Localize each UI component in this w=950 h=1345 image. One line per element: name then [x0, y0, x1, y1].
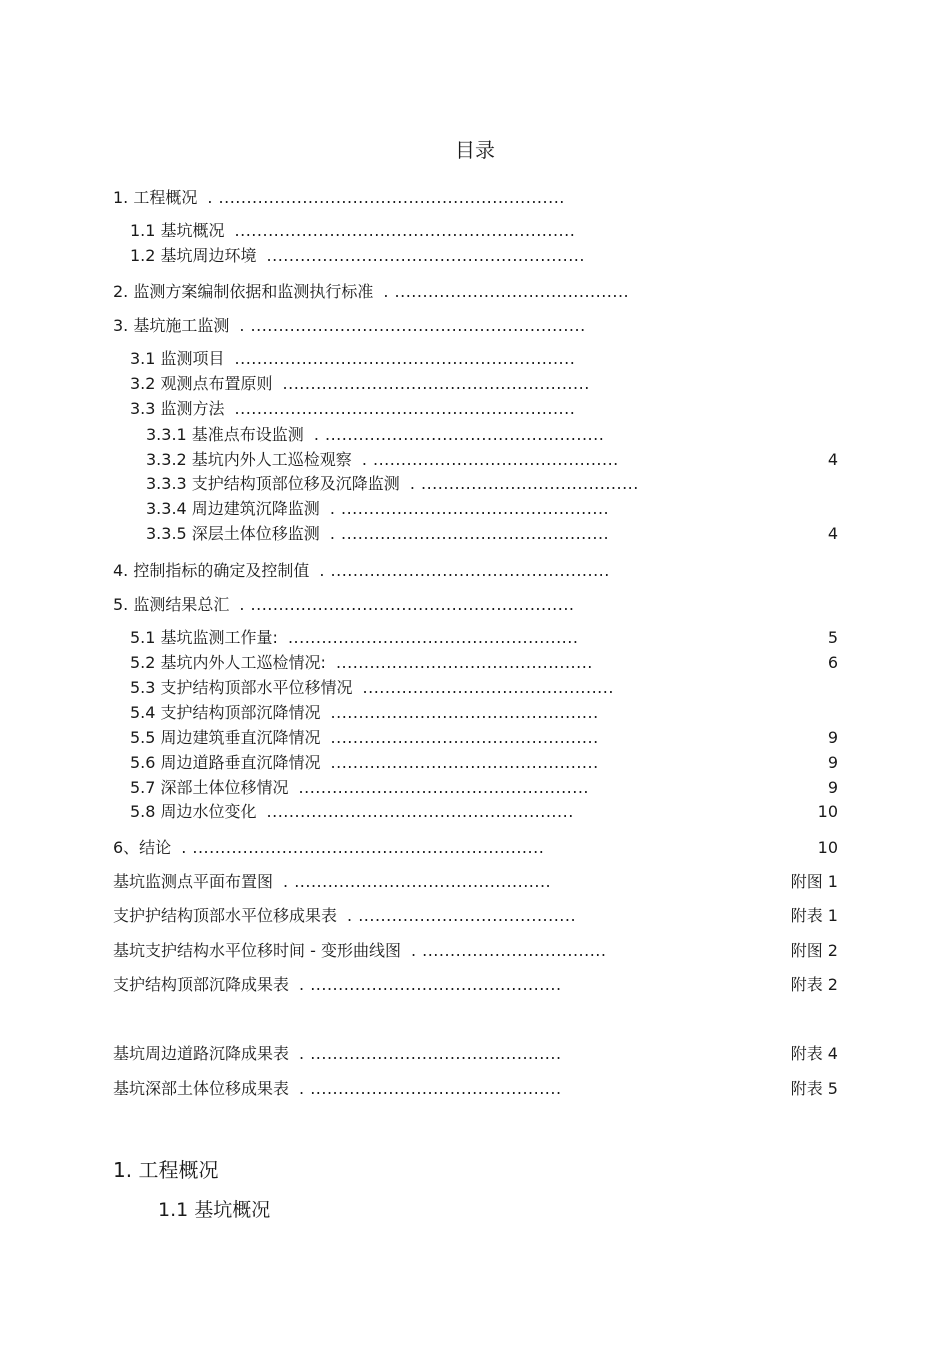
toc-entry[interactable]	[130, 727, 838, 749]
toc-entry[interactable]	[130, 245, 838, 267]
toc-entry-leader: . .............................................	[299, 975, 562, 994]
toc-entry[interactable]	[146, 523, 838, 545]
toc-entry-page: 6	[827, 653, 838, 672]
toc-entry-leader: . ..............................................	[283, 872, 552, 891]
toc-entry-leader: . ............................................................	[239, 316, 586, 335]
toc-entry-label: 5.1 基坑监测工作量:	[130, 628, 278, 647]
toc-entry[interactable]	[130, 752, 838, 774]
toc-entry-label: 3.3.5 深层土体位移监测	[146, 524, 320, 543]
toc-entry-label: 基坑监测点平面布置图	[113, 872, 274, 891]
toc-entry-page: 4	[827, 450, 838, 469]
toc-entry-label: 3.3.4 周边建筑沉降监测	[146, 499, 320, 518]
toc-entry-page: 附表 5	[790, 1079, 838, 1098]
toc-entry-label: 5.6 周边道路垂直沉降情况	[130, 753, 321, 772]
toc-entry-leader: ................................................	[330, 753, 599, 772]
toc-entry[interactable]	[130, 677, 838, 699]
toc-entry-label: 5. 监测结果总汇	[113, 595, 230, 614]
toc-entry-label: 基坑深部土体位移成果表	[113, 1079, 290, 1098]
toc-entry-leader: . .......................................	[347, 906, 577, 925]
toc-entry-label: 3.3 监测方法	[130, 399, 225, 418]
toc-entry-label: 3.3.3 支护结构顶部位移及沉降监测	[146, 474, 400, 493]
toc-entry-label: 1.2 基坑周边环境	[130, 246, 257, 265]
toc-entry-leader: . ................................................	[329, 499, 610, 518]
toc-entry-page: 附图 2	[790, 941, 838, 960]
toc-entry[interactable]	[146, 424, 838, 446]
toc-entry-page: 9	[827, 728, 838, 747]
toc-entry-leader: ....................................................	[287, 628, 579, 647]
toc-entry[interactable]	[113, 315, 838, 337]
toc-entry-leader: . ..........................................	[383, 282, 630, 301]
toc-entry-label: 支护结构顶部沉降成果表	[113, 975, 290, 994]
toc-entry[interactable]	[130, 220, 838, 242]
toc-entry-label: 3. 基坑施工监测	[113, 316, 230, 335]
toc-entry-label: 4. 控制指标的确定及控制值	[113, 561, 310, 580]
toc-entry-leader: .............................................	[362, 678, 614, 697]
toc-entry-leader: . ................................................	[329, 524, 610, 543]
toc-title: 目录	[455, 138, 495, 162]
toc-entry-leader: . ..........................................................	[239, 595, 575, 614]
toc-entry-label: 5.2 基坑内外人工巡检情况:	[130, 653, 326, 672]
toc-entry-page: 9	[827, 778, 838, 797]
toc-entry[interactable]	[130, 652, 838, 674]
toc-entry-page: 4	[827, 524, 838, 543]
toc-entry-page: 5	[827, 628, 838, 647]
toc-entry-leader: .............................................................	[234, 349, 576, 368]
toc-entry[interactable]	[130, 398, 838, 420]
toc-entry[interactable]	[130, 702, 838, 724]
section-heading: 1. 工程概况	[113, 1158, 219, 1182]
toc-entry-leader: .............................................................	[234, 221, 576, 240]
toc-entry[interactable]	[113, 187, 838, 209]
toc-entry[interactable]	[113, 281, 838, 303]
toc-entry-page: 附表 4	[790, 1044, 838, 1063]
toc-entry-leader: . ..............................................................	[207, 188, 565, 207]
subsection-heading: 1.1 基坑概况	[158, 1199, 271, 1221]
toc-entry-leader: ..............................................	[335, 653, 593, 672]
toc-entry[interactable]	[113, 974, 838, 996]
toc-entry-leader: . .................................	[410, 941, 607, 960]
toc-entry[interactable]	[113, 1043, 838, 1065]
toc-entry-label: 3.3.2 基坑内外人工巡检观察	[146, 450, 352, 469]
toc-entry-page: 附表 1	[790, 906, 838, 925]
toc-entry[interactable]	[146, 473, 838, 495]
toc-entry[interactable]	[130, 777, 838, 799]
toc-entry-label: 5.3 支护结构顶部水平位移情况	[130, 678, 353, 697]
toc-entry-label: 5.7 深部土体位移情况	[130, 778, 289, 797]
toc-entry[interactable]	[113, 1078, 838, 1100]
toc-entry-leader: ....................................................	[298, 778, 590, 797]
toc-entry[interactable]	[113, 905, 838, 927]
toc-entry[interactable]	[130, 627, 838, 649]
toc-entry[interactable]	[146, 449, 838, 471]
toc-entry-leader: . ............................................	[361, 450, 619, 469]
toc-entry-label: 支护护结构顶部水平位移成果表	[113, 906, 338, 925]
toc-entry-page: 9	[827, 753, 838, 772]
toc-entry[interactable]	[130, 373, 838, 395]
toc-entry-page: 附图 1	[790, 872, 838, 891]
toc-entry-label: 5.4 支护结构顶部沉降情况	[130, 703, 321, 722]
toc-entry-page: 10	[817, 838, 838, 857]
toc-entry[interactable]	[130, 348, 838, 370]
toc-entry-label: 6、结论	[113, 838, 172, 857]
toc-entry[interactable]	[113, 871, 838, 893]
toc-entry-leader: . .............................................	[299, 1079, 562, 1098]
toc-entry-label: 1. 工程概况	[113, 188, 198, 207]
toc-entry-leader: ................................................	[330, 728, 599, 747]
toc-entry-leader: .............................................................	[234, 399, 576, 418]
toc-entry-page: 10	[817, 802, 838, 821]
toc-entry-label: 3.2 观测点布置原则	[130, 374, 273, 393]
toc-entry[interactable]	[113, 940, 838, 962]
toc-entry[interactable]	[146, 498, 838, 520]
toc-entry[interactable]	[113, 594, 838, 616]
toc-entry-leader: . ..................................................	[319, 561, 610, 580]
toc-entry[interactable]	[113, 837, 838, 859]
toc-entry-label: 基坑支护结构水平位移时间 - 变形曲线图	[113, 941, 401, 960]
toc-entry-leader: . .............................................	[299, 1044, 562, 1063]
toc-entry-leader: . .......................................	[409, 474, 639, 493]
toc-entry-leader: .........................................................	[266, 246, 585, 265]
toc-entry-label: 1.1 基坑概况	[130, 221, 225, 240]
toc-entry[interactable]	[130, 801, 838, 823]
toc-entry-label: 5.8 周边水位变化	[130, 802, 257, 821]
toc-entry[interactable]	[113, 560, 838, 582]
toc-entry-leader: . ..................................................	[313, 425, 605, 444]
toc-entry-label: 基坑周边道路沉降成果表	[113, 1044, 290, 1063]
toc-entry-leader: .......................................................	[282, 374, 590, 393]
toc-entry-label: 2. 监测方案编制依据和监测执行标准	[113, 282, 374, 301]
toc-entry-label: 3.1 监测项目	[130, 349, 225, 368]
toc-entry-leader: . ...............................................................	[181, 838, 545, 857]
toc-entry-leader: ................................................	[330, 703, 599, 722]
toc-entry-label: 3.3.1 基准点布设监测	[146, 425, 304, 444]
toc-entry-page: 附表 2	[790, 975, 838, 994]
toc-entry-leader: .......................................................	[266, 802, 574, 821]
toc-entry-label: 5.5 周边建筑垂直沉降情况	[130, 728, 321, 747]
